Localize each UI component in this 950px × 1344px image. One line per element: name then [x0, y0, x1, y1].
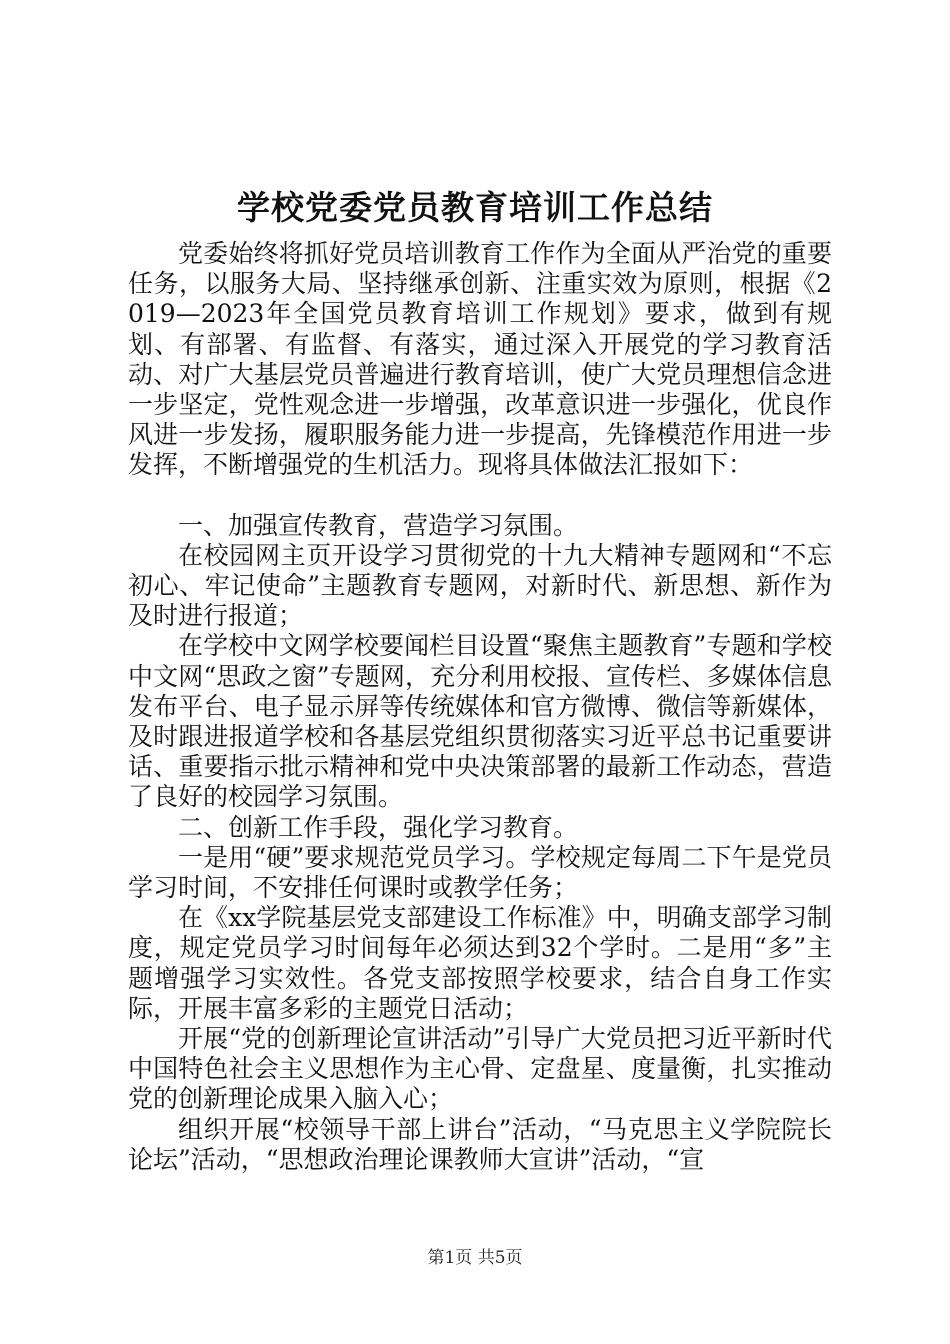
- paragraph-intro: 党委始终将抓好党员培训教育工作作为全面从严治党的重要任务，以服务大局、坚持继承创新、注重实效为原则，根据《2019—2023年全国党员教育培训工作规划》要求，做到有规划、有部署、有监督、有落实，通过深入开展党的学习教育活动、对广大基层党员普遍进行教育培训，使广大党员理想信念进一步坚定，党性观念进一步增强，改革意识进一步强化，优良作风进一步发扬，履职服务能力进一步提高，先锋模范作用进一步发挥，不断增强党的生机活力。现将具体做法汇报如下：: [128, 239, 832, 480]
- paragraph: 开展“党的创新理论宣讲活动”引导广大党员把习近平新时代中国特色社会主义思想作为主心骨、定盘星、度量衡，扎实推动党的创新理论成果入脑入心；: [128, 1024, 832, 1114]
- paragraph: 组织开展“校领导干部上讲台”活动，“马克思主义学院院长论坛”活动，“思想政治理论课教师大宣讲”活动，“宣: [128, 1114, 832, 1174]
- document-title: 学校党委党员教育培训工作总结: [237, 188, 713, 227]
- section-heading-2: 二、创新工作手段，强化学习教育。: [178, 812, 579, 842]
- document-body: [128, 239, 832, 1175]
- paragraph: 一是用“硬”要求规范党员学习。学校规定每周二下午是党员学习时间，不安排任何课时或教学任务；: [128, 842, 832, 903]
- page-footer: 第1页 共5页: [427, 1248, 523, 1268]
- section-heading-1: 一、加强宣传教育，营造学习氛围。: [178, 510, 579, 540]
- paragraph: 在学校中文网学校要闻栏目设置“聚焦主题教育”专题和学校中文网“思政之窗”专题网，充分利用校报、宣传栏、多媒体信息发布平台、电子显示屏等传统媒体和官方微博、微信等新媒体，及时跟进报道学校和各基层党组织贯彻落实习近平总书记重要讲话、重要指示批示精神和党中央决策部署的最新工作动态，营造了良好的校园学习氛围。: [128, 631, 832, 812]
- paragraph: 在《xx学院基层党支部建设工作标准》中，明确支部学习制度，规定党员学习时间每年必须达到32个学时。二是用“多”主题增强学习实效性。各党支部按照学校要求，结合自身工作实际，开展丰富多彩的主题党日活动；: [128, 903, 832, 1023]
- paragraph: 在校园网主页开设学习贯彻党的十九大精神专题网和“不忘初心、牢记使命”主题教育专题网，对新时代、新思想、新作为及时进行报道；: [128, 540, 832, 631]
